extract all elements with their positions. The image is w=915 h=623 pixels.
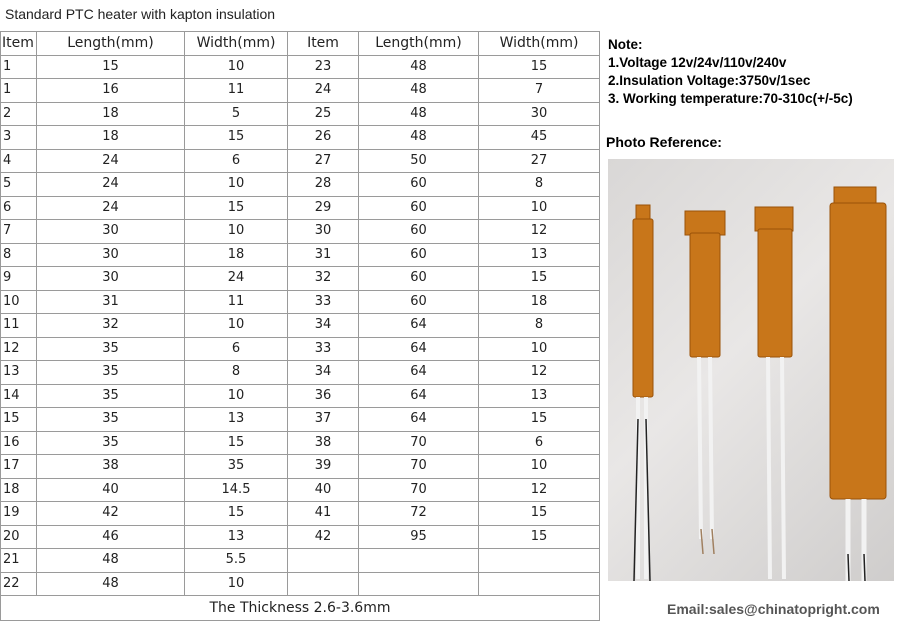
cell-width: 10	[185, 572, 288, 596]
cell-width: 11	[185, 79, 288, 103]
cell-width: 13	[185, 525, 288, 549]
cell-item: 21	[1, 549, 37, 573]
cell-item-2: 34	[288, 361, 359, 385]
table-footer-row	[1, 596, 600, 621]
header-width-2: Width(mm)	[479, 32, 600, 56]
table-row	[1, 149, 600, 173]
cell-item-2: 36	[288, 384, 359, 408]
table-row	[1, 502, 600, 526]
cell-width-2: 15	[479, 55, 600, 79]
cell-item: 11	[1, 314, 37, 338]
table-row	[1, 243, 600, 267]
cell-length-2: 64	[359, 384, 479, 408]
table-row	[1, 102, 600, 126]
table-row	[1, 361, 600, 385]
cell-width: 10	[185, 314, 288, 338]
cell-item-2: 29	[288, 196, 359, 220]
cell-item: 20	[1, 525, 37, 549]
table-header-row	[1, 32, 600, 56]
cell-length-2: 48	[359, 126, 479, 150]
cell-width-2: 8	[479, 173, 600, 197]
cell-item: 10	[1, 290, 37, 314]
cell-length-2: 60	[359, 290, 479, 314]
cell-item-2: 33	[288, 337, 359, 361]
header-item: Item	[1, 32, 37, 56]
cell-width: 24	[185, 267, 288, 291]
header-length: Length(mm)	[37, 32, 185, 56]
cell-length-2: 60	[359, 173, 479, 197]
note-insulation-voltage: 2.Insulation Voltage:3750v/1sec	[608, 73, 811, 88]
cell-length: 15	[37, 55, 185, 79]
heater-element-4	[830, 187, 886, 581]
cell-width-2: 12	[479, 220, 600, 244]
cell-item: 17	[1, 455, 37, 479]
header-length-2: Length(mm)	[359, 32, 479, 56]
cell-width-2: 12	[479, 361, 600, 385]
cell-width-2: 15	[479, 408, 600, 432]
cell-width-2: 7	[479, 79, 600, 103]
cell-width-2	[479, 572, 600, 596]
cell-length-2: 64	[359, 408, 479, 432]
cell-item: 8	[1, 243, 37, 267]
cell-length-2: 50	[359, 149, 479, 173]
cell-length: 35	[37, 408, 185, 432]
cell-length-2: 64	[359, 314, 479, 338]
cell-width-2: 10	[479, 196, 600, 220]
cell-width-2: 30	[479, 102, 600, 126]
cell-width: 10	[185, 384, 288, 408]
cell-width-2	[479, 549, 600, 573]
cell-length-2	[359, 572, 479, 596]
cell-width-2: 15	[479, 525, 600, 549]
cell-width-2: 8	[479, 314, 600, 338]
cell-length-2: 60	[359, 220, 479, 244]
cell-item: 19	[1, 502, 37, 526]
spec-table	[0, 31, 600, 621]
cell-length-2: 72	[359, 502, 479, 526]
table-row	[1, 549, 600, 573]
cell-width: 5	[185, 102, 288, 126]
table-row	[1, 455, 600, 479]
cell-item: 18	[1, 478, 37, 502]
cell-width: 15	[185, 502, 288, 526]
notes-block	[608, 36, 853, 108]
cell-item-2: 40	[288, 478, 359, 502]
cell-item-2	[288, 572, 359, 596]
cell-length: 46	[37, 525, 185, 549]
cell-item-2: 28	[288, 173, 359, 197]
heater-photo	[608, 159, 894, 581]
cell-length-2: 60	[359, 243, 479, 267]
cell-width: 14.5	[185, 478, 288, 502]
cell-item: 9	[1, 267, 37, 291]
cell-length-2	[359, 549, 479, 573]
cell-length: 42	[37, 502, 185, 526]
cell-length-2: 60	[359, 196, 479, 220]
table-row	[1, 267, 600, 291]
cell-item-2: 23	[288, 55, 359, 79]
note-working-temperature: 3. Working temperature:70-310c(+/-5c)	[608, 91, 853, 106]
table-row	[1, 337, 600, 361]
table-row	[1, 290, 600, 314]
cell-length: 24	[37, 149, 185, 173]
cell-item-2: 38	[288, 431, 359, 455]
cell-length: 38	[37, 455, 185, 479]
cell-length: 30	[37, 220, 185, 244]
heater-element-3	[755, 207, 793, 579]
cell-length-2: 48	[359, 55, 479, 79]
table-row	[1, 314, 600, 338]
cell-item-2: 32	[288, 267, 359, 291]
cell-width-2: 10	[479, 455, 600, 479]
cell-length: 48	[37, 549, 185, 573]
table-row	[1, 126, 600, 150]
heater-element-2	[685, 211, 725, 554]
cell-item-2: 25	[288, 102, 359, 126]
heater-element-1	[633, 205, 653, 581]
cell-width-2: 15	[479, 502, 600, 526]
table-row	[1, 478, 600, 502]
cell-item-2	[288, 549, 359, 573]
cell-length-2: 48	[359, 79, 479, 103]
cell-length: 30	[37, 267, 185, 291]
cell-item-2: 27	[288, 149, 359, 173]
cell-width: 5.5	[185, 549, 288, 573]
cell-item: 5	[1, 173, 37, 197]
cell-length: 40	[37, 478, 185, 502]
cell-width-2: 18	[479, 290, 600, 314]
cell-width-2: 10	[479, 337, 600, 361]
table-row	[1, 431, 600, 455]
table-row	[1, 55, 600, 79]
cell-item-2: 33	[288, 290, 359, 314]
cell-width: 13	[185, 408, 288, 432]
table-row	[1, 173, 600, 197]
photo-reference-label: Photo Reference:	[606, 134, 722, 150]
header-width: Width(mm)	[185, 32, 288, 56]
cell-item-2: 41	[288, 502, 359, 526]
cell-item: 12	[1, 337, 37, 361]
cell-length-2: 70	[359, 455, 479, 479]
cell-width: 6	[185, 149, 288, 173]
cell-item: 4	[1, 149, 37, 173]
cell-item-2: 39	[288, 455, 359, 479]
thickness-note: The Thickness 2.6-3.6mm	[1, 596, 600, 621]
cell-width: 18	[185, 243, 288, 267]
notes-heading: Note:	[608, 37, 643, 52]
cell-width: 8	[185, 361, 288, 385]
cell-item: 1	[1, 55, 37, 79]
cell-item-2: 34	[288, 314, 359, 338]
cell-length: 30	[37, 243, 185, 267]
cell-width-2: 13	[479, 243, 600, 267]
document-title: Standard PTC heater with kapton insulation	[5, 6, 276, 22]
table-body	[1, 55, 600, 596]
cell-width: 15	[185, 196, 288, 220]
cell-length: 35	[37, 431, 185, 455]
cell-item-2: 31	[288, 243, 359, 267]
cell-length: 35	[37, 361, 185, 385]
cell-width: 10	[185, 220, 288, 244]
cell-item-2: 37	[288, 408, 359, 432]
cell-width-2: 27	[479, 149, 600, 173]
table-row	[1, 220, 600, 244]
cell-length-2: 70	[359, 431, 479, 455]
contact-email: Email:sales@chinatopright.com	[667, 601, 880, 617]
cell-item: 15	[1, 408, 37, 432]
table-row	[1, 384, 600, 408]
cell-item: 22	[1, 572, 37, 596]
cell-width-2: 12	[479, 478, 600, 502]
cell-width: 15	[185, 431, 288, 455]
cell-length: 35	[37, 384, 185, 408]
cell-width: 15	[185, 126, 288, 150]
heater-photo-illustration	[608, 159, 894, 581]
cell-length: 18	[37, 126, 185, 150]
cell-width: 6	[185, 337, 288, 361]
cell-length: 48	[37, 572, 185, 596]
cell-length-2: 48	[359, 102, 479, 126]
cell-width: 10	[185, 173, 288, 197]
table-row	[1, 79, 600, 103]
cell-width-2: 45	[479, 126, 600, 150]
cell-item: 13	[1, 361, 37, 385]
cell-width: 10	[185, 55, 288, 79]
cell-item-2: 24	[288, 79, 359, 103]
cell-length: 31	[37, 290, 185, 314]
cell-item: 16	[1, 431, 37, 455]
cell-item-2: 26	[288, 126, 359, 150]
cell-item: 2	[1, 102, 37, 126]
cell-length-2: 64	[359, 337, 479, 361]
table-row	[1, 196, 600, 220]
cell-item: 14	[1, 384, 37, 408]
cell-length: 16	[37, 79, 185, 103]
cell-item-2: 42	[288, 525, 359, 549]
cell-width: 35	[185, 455, 288, 479]
cell-width-2: 15	[479, 267, 600, 291]
note-voltage: 1.Voltage 12v/24v/110v/240v	[608, 55, 787, 70]
cell-item-2: 30	[288, 220, 359, 244]
cell-item: 1	[1, 79, 37, 103]
cell-item: 3	[1, 126, 37, 150]
cell-length: 24	[37, 173, 185, 197]
header-item-2: Item	[288, 32, 359, 56]
cell-length-2: 95	[359, 525, 479, 549]
cell-length: 35	[37, 337, 185, 361]
table-row	[1, 572, 600, 596]
cell-width-2: 13	[479, 384, 600, 408]
cell-width: 11	[185, 290, 288, 314]
cell-length-2: 60	[359, 267, 479, 291]
cell-length-2: 70	[359, 478, 479, 502]
cell-item: 6	[1, 196, 37, 220]
cell-length: 18	[37, 102, 185, 126]
cell-length: 32	[37, 314, 185, 338]
cell-item: 7	[1, 220, 37, 244]
cell-length: 24	[37, 196, 185, 220]
cell-width-2: 6	[479, 431, 600, 455]
table-row	[1, 525, 600, 549]
table-row	[1, 408, 600, 432]
cell-length-2: 64	[359, 361, 479, 385]
